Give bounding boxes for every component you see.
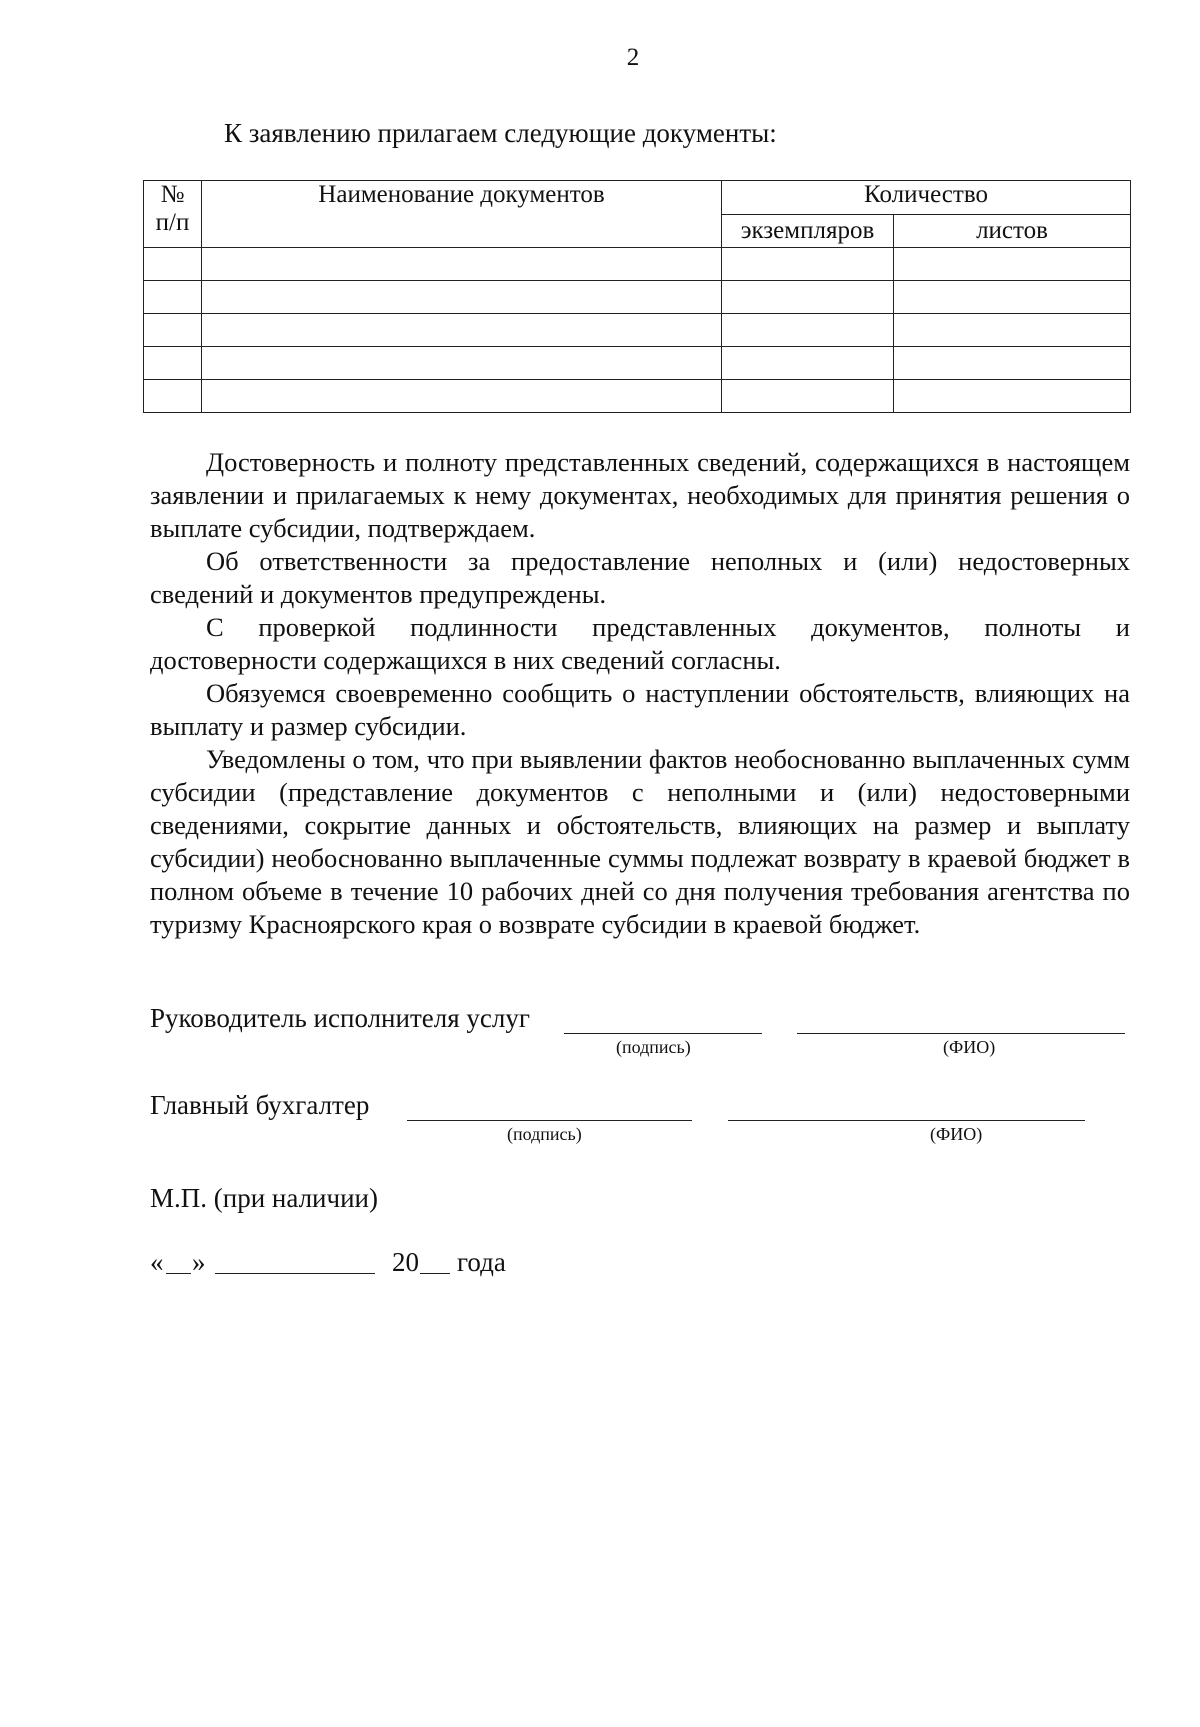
table-row [144,347,1131,380]
row-number-cell [144,248,202,281]
row-name-cell [202,380,722,413]
stamp-note: М.П. (при наличии) [150,1183,378,1213]
head-name-caption: (ФИО) [943,1037,996,1057]
row-sheets-cell [894,281,1131,314]
head-name-line[interactable] [797,1033,1125,1034]
header-document-name-text: Наименование документов [318,181,605,208]
row-copies-cell [722,347,894,380]
row-number-cell [144,380,202,413]
paragraph-obligation [150,677,1130,743]
row-name-cell [202,347,722,380]
row-sheets-cell [894,248,1131,281]
row-sheets-cell [894,347,1131,380]
date-open-quote: « [150,1247,164,1277]
row-copies-cell [722,380,894,413]
row-name-cell [202,314,722,347]
header-document-name [202,181,722,248]
header-number-line1: № [160,181,185,208]
date-day-line[interactable] [166,1273,191,1274]
documents-table [143,180,1131,413]
row-number-cell [144,347,202,380]
row-number-cell [144,281,202,314]
paragraph-verification [150,611,1130,677]
header-quantity-text: Количество [864,181,988,208]
row-sheets-cell [894,380,1131,413]
paragraph-responsibility-text: Об ответственности за предоставление неполных и (или) недостоверных сведений и документов предупреждены. [150,546,1130,609]
row-sheets-cell [894,314,1131,347]
paragraph-notification-text: Уведомлены о том, что при выявлении фактов необоснованно выплаченных сумм субсидии (представление документов с неполными и (или) недостоверными сведениями, сокрытие данных и обстоятельств, влияющих на размер и выплату субсидии) необоснованно выплаченные суммы подлежат возврату в краевой бюджет в полном объеме в течение 10 рабочих дней со дня получения требования агентства по туризму Красноярского края о возврате субсидии в краевой бюджет. [150,744,1130,939]
declaration-text [150,446,1130,941]
date-year-line[interactable] [420,1273,450,1274]
date-close-quote: » [192,1247,206,1277]
paragraph-notification [150,743,1130,941]
paragraph-obligation-text: Обязуемся своевременно сообщить о наступлении обстоятельств, влияющих на выплату и размер субсидии. [150,678,1130,741]
date-month-line[interactable] [215,1273,375,1274]
head-signature-caption: (подпись) [616,1037,691,1057]
accountant-name-caption: (ФИО) [930,1124,983,1144]
paragraph-responsibility [150,545,1130,611]
header-copies: экземпляров [722,215,894,248]
header-number [144,181,202,248]
accountant-signature-label: Главный бухгалтер [150,1090,370,1120]
header-number-line2: п/п [155,209,190,236]
paragraph-accuracy-text: Достоверность и полноту представленных сведений, содержащихся в настоящем заявлении и прилагаемых к нему документах, необходимых для принятия решения о выплате субсидии, подтверждаем. [150,447,1130,543]
table-row [144,314,1131,347]
head-signature-label: Руководитель исполнителя услуг [150,1003,530,1033]
header-quantity [722,181,1131,215]
table-row [144,281,1131,314]
paragraph-verification-text: С проверкой подлинности представленных документов, полноты и достоверности содержащихся в них сведений согласны. [150,612,1130,675]
row-name-cell [202,248,722,281]
date-year-prefix: 20 [392,1247,419,1277]
paragraph-accuracy [150,446,1130,545]
attachments-intro: К заявлению прилагаем следующие документы: [224,118,777,148]
row-copies-cell [722,281,894,314]
table-row [144,248,1131,281]
accountant-name-line[interactable] [728,1120,1085,1121]
row-number-cell [144,314,202,347]
accountant-signature-line[interactable] [407,1120,692,1121]
row-copies-cell [722,248,894,281]
page-number: 2 [626,44,640,71]
header-sheets: листов [894,215,1131,248]
row-copies-cell [722,314,894,347]
head-signature-line[interactable] [564,1033,762,1034]
table-row [144,380,1131,413]
date-year-suffix: года [457,1247,506,1277]
row-name-cell [202,281,722,314]
accountant-signature-caption: (подпись) [507,1124,582,1144]
